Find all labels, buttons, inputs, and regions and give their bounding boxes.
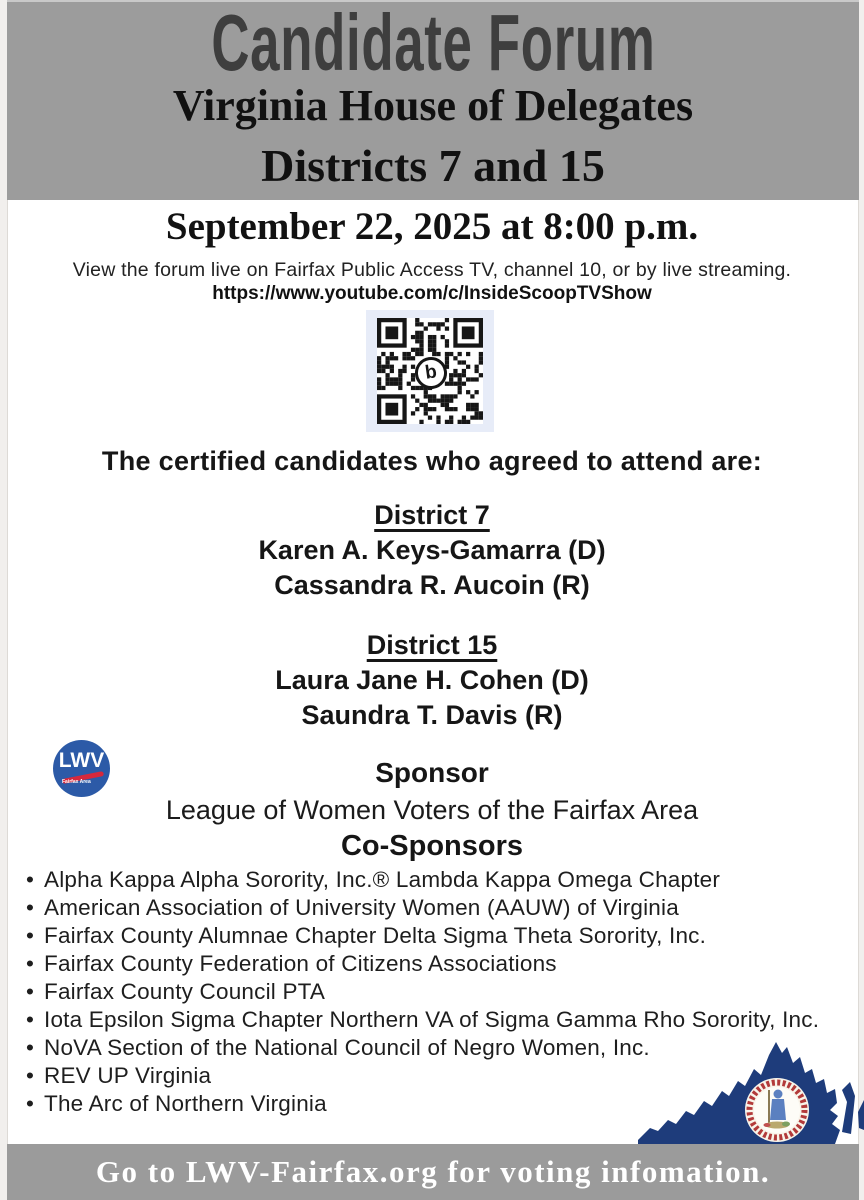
virginia-map-graphic — [630, 1040, 864, 1144]
district-15-heading: District 15 — [366, 630, 498, 660]
district-7-heading: District 7 — [374, 500, 490, 530]
footer-text: Go to LWV-Fairfax.org for voting infomation. — [95, 1154, 771, 1189]
sponsor-name: League of Women Voters of the Fairfax Area — [165, 795, 699, 825]
candidate-name: Saundra T. Davis (R) — [301, 700, 563, 730]
cosponsor-item: • NoVA Section of the National Council of Negro Women, Inc. — [44, 1034, 822, 1062]
footer-banner — [7, 1144, 859, 1200]
stream-url-link[interactable]: https://www.youtube.com/c/InsideScoopTVShow — [212, 283, 652, 304]
page-title-text: Candidate Forum — [210, 0, 656, 87]
candidate-name: Cassandra R. Aucoin (R) — [274, 570, 590, 600]
virginia-seal-icon — [745, 1078, 809, 1142]
cosponsor-item: • REV UP Virginia — [44, 1062, 822, 1090]
candidate-name: Karen A. Keys-Gamarra (D) — [258, 535, 606, 565]
cosponsor-item: • Alpha Kappa Alpha Sorority, Inc.® Lambda Kappa Omega Chapter — [44, 866, 822, 894]
cosponsor-item: • Iota Epsilon Sigma Chapter Northern VA of Sigma Gamma Rho Sorority, Inc. — [44, 1006, 822, 1034]
viewing-info: View the forum live on Fairfax Public Access TV, channel 10, or by live streaming. — [72, 259, 792, 281]
sponsor-heading: Sponsor — [375, 757, 489, 788]
cosponsor-item: • Fairfax County Federation of Citizens Associations — [44, 950, 822, 978]
cosponsor-item: • Fairfax County Alumnae Chapter Delta Sigma Theta Sorority, Inc. — [44, 922, 822, 950]
candidates-intro: The certified candidates who agreed to attend are: — [101, 446, 763, 476]
cosponsor-item: • American Association of University Women (AAUW) of Virginia — [44, 894, 822, 922]
page-title — [7, 0, 859, 87]
cosponsor-item: • Fairfax County Council PTA — [44, 978, 822, 1006]
cosponsor-item: • The Arc of Northern Virginia — [44, 1090, 822, 1118]
qr-code — [366, 310, 494, 432]
header-banner — [7, 0, 859, 200]
cosponsors-heading: Co-Sponsors — [340, 830, 524, 862]
subtitle-house: Virginia House of Delegates — [172, 81, 694, 130]
bitly-logo-icon: b — [413, 355, 449, 391]
lwv-logo-subtext: Fairfax Area — [62, 779, 91, 785]
event-datetime: September 22, 2025 at 8:00 p.m. — [165, 205, 699, 248]
candidate-name: Laura Jane H. Cohen (D) — [275, 665, 589, 695]
lwv-logo-text: LWV — [58, 749, 105, 772]
subtitle-districts: Districts 7 and 15 — [261, 140, 605, 191]
